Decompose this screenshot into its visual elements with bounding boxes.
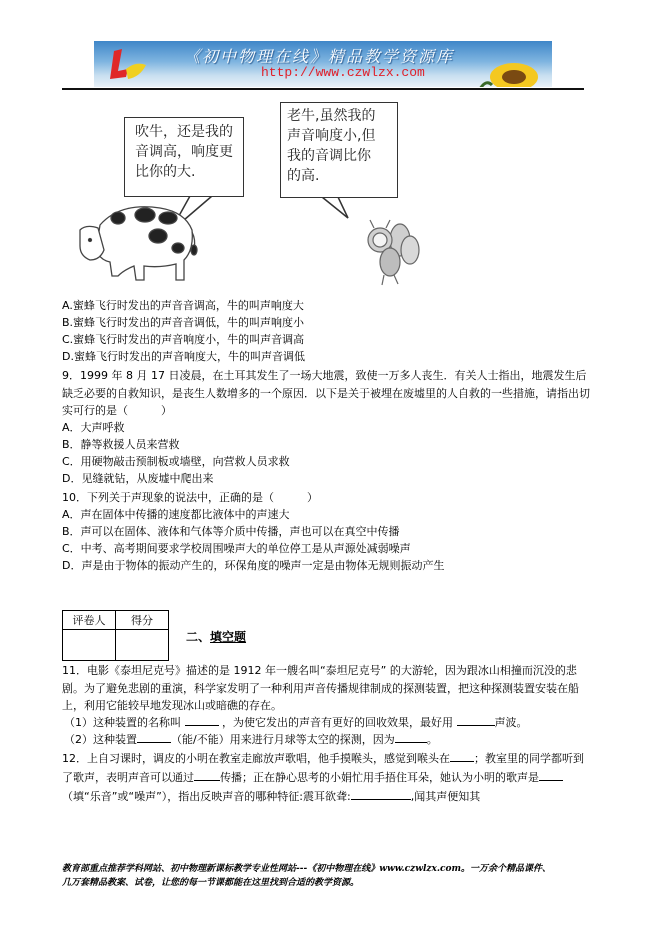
header-divider (62, 88, 584, 90)
q10-stem: 10．下列关于声现象的说法中，正确的是（ ） (62, 491, 318, 504)
section-title: 填空题 (210, 630, 247, 644)
sunflower-icon (478, 55, 538, 87)
q12-text: 12．上自习课时，调皮的小明在教室走廊放声歌唱，他手摸喉头，感觉到喉头在 (62, 752, 450, 765)
q11-sub1-text: 声波。 (494, 716, 528, 729)
section-heading (186, 628, 246, 645)
q12-text: 传播；正在静心思考的小娟忙用手捂住耳朵，她认为小明的歌声是 (220, 771, 539, 784)
q12-text: ,闻其声便知其 (410, 790, 481, 803)
q11-sub2-text: （2）这种装置 (64, 733, 137, 746)
answer-blank[interactable] (137, 731, 171, 743)
q9-option-a: A．大声呼救 (62, 421, 125, 434)
q8-option-a: A.蜜蜂飞行时发出的声音音调高，牛的叫声响度大 (62, 299, 304, 312)
bee-bubble-tail (322, 197, 348, 218)
footer-line-2: 几万套精品教案、试卷，让您的每一节课都能在这里找到合适的教学资源。 (62, 878, 360, 888)
cow-speech-bubble (124, 117, 244, 197)
footer-line-1: 教育部重点推荐学科网站、初中物理新课标教学专业性网站---《初中物理在线》www.czwlzx.com。一万余个精品课件、 (62, 864, 552, 874)
bee-speech-line: 的高. (287, 168, 320, 184)
grader-field[interactable] (63, 630, 116, 661)
q9-option-b: B．静等救援人员来营救 (62, 438, 180, 451)
section-prefix: 二、 (186, 630, 211, 644)
q11-sub1-text: （1）这种装置的名称叫 (64, 716, 181, 729)
score-box (62, 610, 169, 661)
bee-speech-line: 我的音调比你 (287, 148, 371, 164)
banner-title: 《初中物理在线》精品教学资源库 (184, 47, 455, 66)
answer-blank[interactable] (351, 788, 411, 800)
cow-icon (80, 207, 197, 280)
answer-blank[interactable] (194, 769, 220, 781)
q11-sub2-text: 。 (426, 733, 438, 746)
page-footer (62, 862, 551, 890)
grader-label: 评卷人 (63, 611, 116, 630)
answer-blank[interactable] (457, 714, 495, 726)
q11-sub1 (64, 714, 528, 731)
answer-blank[interactable] (395, 731, 427, 743)
cow-speech-line: 比你的大. (135, 164, 196, 180)
q10-option-d: D．声是由于物体的振动产生的，环保角度的噪声一定是由物体无规则振动产生 (62, 559, 445, 572)
q9-stem: 9．1999 年 8 月 17 日凌晨，在土耳其发生了一场大地震，致使一万多人丧生．有关人士指出，地震发生后缺乏必要的自救知识，是丧生人数增多的一个原因．以下是关于被埋在废墟里的人自救的一些措施，请指出切实可行的是（ ） (62, 369, 590, 417)
score-field[interactable] (116, 630, 169, 661)
q10-option-a: A．声在固体中传播的速度都比液体中的声速大 (62, 508, 290, 521)
q9-option-d: D．见缝就钻，从废墟中爬出来 (62, 472, 214, 485)
cow-bee-illustration (60, 100, 440, 290)
q12-stem (62, 749, 590, 806)
answer-blank[interactable] (539, 769, 563, 781)
site-logo-icon (106, 47, 150, 83)
q8-option-d: D.蜜蜂飞行时发出的声音响度大，牛的叫声音调低 (62, 350, 305, 363)
q8-option-c: C.蜜蜂飞行时发出的声音响度小，牛的叫声音调高 (62, 333, 305, 346)
score-label: 得分 (116, 611, 169, 630)
bee-speech-line: 声音响度小,但 (287, 128, 376, 144)
q9-option-c: C．用硬物敲击预制板或墙壁，向营救人员求救 (62, 455, 290, 468)
cow-speech-line: 吹牛，还是我的 (135, 124, 233, 140)
banner-url[interactable]: http://www.czwlzx.com (261, 65, 425, 80)
q10-option-b: B．声可以在固体、液体和气体等介质中传播，声也可以在真空中传播 (62, 525, 400, 538)
answer-blank[interactable] (185, 714, 219, 726)
answer-blank[interactable] (450, 750, 474, 762)
q11-sub2-text: （能/不能）用来进行月球等太空的探测，因为 (171, 733, 395, 746)
bee-icon (368, 220, 419, 285)
cow-speech-line: 音调高，响度更 (135, 144, 233, 160)
q8-option-b: B.蜜蜂飞行时发出的声音音调低，牛的叫声响度小 (62, 316, 305, 329)
q12-text: ；教室里的同学都听到了歌声，表明声音可以通过 (62, 752, 584, 784)
bee-speech-bubble (280, 102, 398, 198)
q11-sub2 (64, 731, 438, 748)
q11-stem: 11．电影《泰坦尼克号》描述的是 1912 年一艘名叫“泰坦尼克号” 的大游轮，因为跟冰山相撞而沉没的悲剧。为了避免悲剧的重演，科学家发明了一种利用声音传播规律制成的探测装置，把这种探测装置安装在船上，利用它能较早地发现冰山或暗礁的存在。 (62, 664, 579, 712)
q10-option-c: C．中考、高考期间要求学校周围噪声大的单位停工是从声源处减弱噪声 (62, 542, 411, 555)
bee-speech-line: 老牛,虽然我的 (287, 108, 376, 124)
header-banner (94, 41, 552, 87)
q11-sub1-text: ，为使它发出的声音有更好的回收效果，最好用 (222, 716, 453, 729)
q12-text: （填“乐音”或“噪声”），指出反映声音的哪种特征:震耳欲聋: (62, 790, 351, 803)
